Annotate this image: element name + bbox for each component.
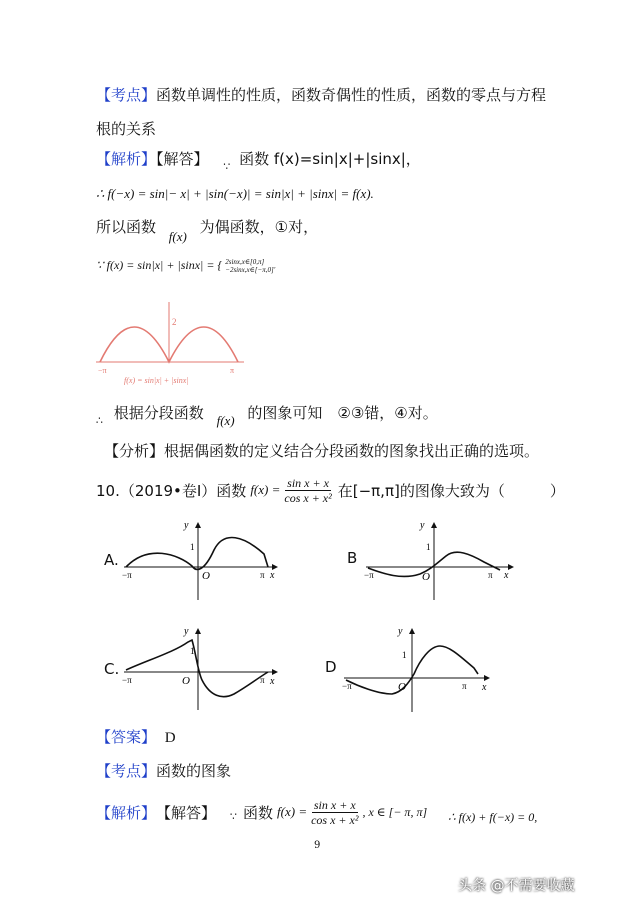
watermark: 头条 @不需要收藏 xyxy=(458,878,575,894)
piecewise-graph xyxy=(92,298,252,390)
exam-point-text-cont: 根的关系 xyxy=(96,120,157,138)
svg-text:−π: −π xyxy=(122,675,132,685)
page-number: 9 xyxy=(314,840,321,851)
svg-text:O: O xyxy=(182,675,190,687)
exam-point-2-text: 函数的图象 xyxy=(156,762,232,780)
q10-post: 在[−π,π]的图像大致为（ ） xyxy=(337,481,565,500)
svg-text:x: x xyxy=(482,682,487,693)
even-proof-eq: ∴ f(−x) = sin|− x| + |sin(−x)| = sin|x| + |sinx| = f(x). xyxy=(96,186,374,201)
analysis-line xyxy=(96,148,421,173)
fx-symbol: f(x) xyxy=(168,229,187,244)
svg-text:1: 1 xyxy=(190,646,195,656)
tag-jieda: 【解答】 xyxy=(156,150,209,168)
analysis-summary: 【分析】根据偶函数的定义结合分段函数的图象找出正确的选项。 xyxy=(104,442,540,460)
option-a-graph xyxy=(118,514,284,604)
piecewise-cases xyxy=(225,258,275,274)
svg-text:π: π xyxy=(260,570,265,580)
analysis-2-domain: , x ∈ [− π, π] xyxy=(362,804,428,819)
tag-kaodian-2: 【考点】 xyxy=(96,762,157,780)
piecewise-case-1: 2sinx,x∈[0,π] xyxy=(225,258,265,267)
svg-text:O: O xyxy=(422,571,430,583)
option-d-graph xyxy=(338,624,504,714)
svg-text:π: π xyxy=(260,675,265,685)
svg-text:π: π xyxy=(462,681,467,691)
svg-text:O: O xyxy=(398,681,406,693)
fig1-ytick: 2 xyxy=(172,317,177,327)
tag-jieda-2: 【解答】 xyxy=(156,803,217,822)
graph-conclusion-pre: 根据分段函数 xyxy=(113,404,204,422)
option-c-label: C. xyxy=(104,660,120,678)
exam-point-2 xyxy=(96,760,231,781)
tag-jiexi: 【解析】 xyxy=(96,150,157,168)
graph-conclusion-post: 的图象可知 ②③错，④对。 xyxy=(247,404,438,422)
analysis-2-denominator: cos x + x² xyxy=(311,812,359,827)
even-post: 为偶函数，①对， xyxy=(199,218,319,236)
piecewise-lhs: ∵ f(x) = sin|x| + |sinx| = { xyxy=(96,258,223,272)
graph-conclusion xyxy=(96,402,438,429)
even-conclusion xyxy=(96,216,318,245)
svg-text:y: y xyxy=(420,520,425,531)
svg-text:1: 1 xyxy=(402,650,407,660)
svg-text:−π: −π xyxy=(342,681,352,691)
question-10 xyxy=(96,472,565,508)
answer-line xyxy=(96,726,176,747)
fig1-xright: π xyxy=(230,366,235,375)
exam-point-text: 函数单调性的性质，函数奇偶性的性质，函数的零点与方程 xyxy=(156,86,547,104)
fx-symbol-2: f(x) xyxy=(216,413,235,428)
svg-text:y: y xyxy=(184,626,189,637)
tag-kaodian: 【考点】 xyxy=(96,86,157,104)
svg-text:−π: −π xyxy=(364,570,374,580)
analysis-2-numerator: sin x + x xyxy=(313,797,356,812)
svg-text:x: x xyxy=(504,570,509,581)
svg-text:x: x xyxy=(270,570,275,581)
analysis-2-pre: 函数 xyxy=(243,803,274,822)
analysis-line-2 xyxy=(96,792,427,832)
piecewise-case-2: −2sinx,x∈[−π,0]' xyxy=(225,266,276,275)
fig1-xleft: −π xyxy=(98,366,107,375)
svg-text:x: x xyxy=(270,676,275,687)
q10-fx: f(x) = xyxy=(250,482,281,497)
svg-text:1: 1 xyxy=(426,542,431,552)
q10-pre: 10.（2019•卷Ⅰ）函数 xyxy=(96,481,247,500)
because-symbol-2: ∵ xyxy=(230,809,238,823)
therefore-symbol: ∴ xyxy=(96,414,103,427)
q10-fraction xyxy=(282,476,333,505)
analysis-2-fx: f(x) = xyxy=(277,804,308,819)
svg-text:y: y xyxy=(184,520,189,531)
tag-daan: 【答案】 xyxy=(96,728,157,746)
tag-jiexi-2: 【解析】 xyxy=(96,803,157,822)
option-b-label: B xyxy=(347,549,358,567)
fig1-caption: f(x) = sin|x| + |sinx| xyxy=(124,376,189,385)
answer-value: D xyxy=(164,730,176,746)
option-d-label: D xyxy=(325,658,337,676)
q10-numerator: sin x + x xyxy=(287,475,329,490)
even-pre: 所以函数 xyxy=(96,218,157,236)
option-c-graph xyxy=(118,624,284,714)
analysis-2-tail: ∴ f(x) + f(−x) = 0, xyxy=(448,810,538,824)
piecewise-eq xyxy=(96,258,275,274)
exam-point-line xyxy=(96,84,546,105)
svg-text:O: O xyxy=(202,570,210,582)
option-a-label: A. xyxy=(104,551,119,569)
option-b-graph xyxy=(360,514,526,604)
svg-text:1: 1 xyxy=(190,542,195,552)
analysis-func: 函数 f(x)=sin|x|+|sinx|， xyxy=(239,150,421,168)
because-symbol: ∵ xyxy=(223,160,231,173)
svg-text:y: y xyxy=(398,626,403,637)
svg-text:π: π xyxy=(488,570,493,580)
svg-text:−π: −π xyxy=(122,570,132,580)
q10-denominator: cos x + x² xyxy=(284,490,332,505)
analysis-2-fraction xyxy=(309,798,360,827)
